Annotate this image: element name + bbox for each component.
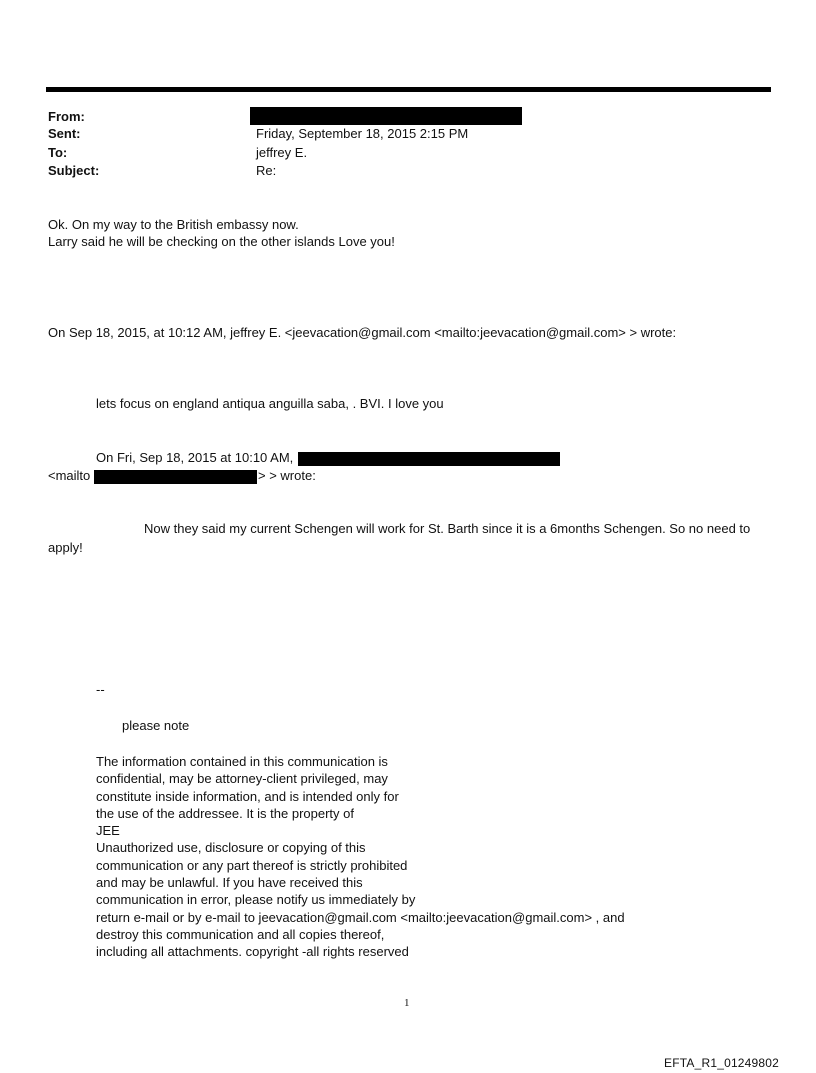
sent-value: Friday, September 18, 2015 2:15 PM	[256, 126, 469, 141]
quote1-text: lets focus on england antiqua anguilla saba, . BVI. I love you	[96, 396, 444, 411]
from-redaction	[250, 107, 522, 125]
page-number: 1	[404, 997, 410, 1009]
disclaimer-line: Unauthorized use, disclosure or copying of this	[96, 840, 366, 856]
disclaimer-line: JEE	[96, 823, 120, 839]
from-label: From:	[48, 109, 85, 124]
quote2-mailto-prefix: <mailto	[48, 468, 91, 483]
quote2-mailto-suffix: > > wrote:	[258, 468, 316, 483]
body-line-1: Ok. On my way to the British embassy now.	[48, 217, 299, 232]
signature-dashes: --	[96, 682, 105, 697]
disclaimer-line: communication or any part thereof is strictly prohibited	[96, 857, 408, 873]
disclaimer-line: including all attachments. copyright -all rights reserved	[96, 944, 409, 960]
header-rule	[46, 87, 771, 92]
disclaimer-line: destroy this communication and all copies thereof,	[96, 926, 385, 942]
to-value: jeffrey E.	[256, 145, 308, 160]
subject-value: Re:	[256, 163, 277, 178]
quote1-attribution: On Sep 18, 2015, at 10:12 AM, jeffrey E. <jeevacation@gmail.com <mailto:jeevacation@gmail.com> > wrote:	[48, 325, 677, 340]
disclaimer-line: confidential, may be attorney-client privileged, may	[96, 771, 388, 787]
please-note: please note	[122, 718, 190, 733]
quote2-mailto-redaction	[94, 470, 257, 484]
subject-label: Subject:	[48, 163, 100, 178]
to-label: To:	[48, 145, 68, 160]
bates-number: EFTA_R1_01249802	[664, 1056, 780, 1070]
quote2-text-line-2: apply!	[48, 540, 83, 555]
disclaimer-line: constitute inside information, and is intended only for	[96, 788, 399, 804]
body-line-2: Larry said he will be checking on the other islands Love you!	[48, 234, 395, 249]
sent-label: Sent:	[48, 126, 81, 141]
quote2-text-line-1: Now they said my current Schengen will work for St. Barth since it is a 6months Schengen. So no need to	[144, 521, 751, 536]
disclaimer-line: the use of the addressee. It is the property of	[96, 805, 354, 821]
disclaimer	[96, 753, 625, 961]
quote2-sender-redaction	[298, 452, 560, 466]
disclaimer-line: communication in error, please notify us immediately by	[96, 892, 416, 908]
disclaimer-line: return e-mail or by e-mail to jeevacation@gmail.com <mailto:jeevacation@gmail.com> , and	[96, 909, 625, 925]
disclaimer-line: The information contained in this communication is	[96, 754, 388, 769]
disclaimer-line: and may be unlawful. If you have received this	[96, 875, 363, 891]
quote2-attribution: On Fri, Sep 18, 2015 at 10:10 AM,	[96, 450, 294, 465]
